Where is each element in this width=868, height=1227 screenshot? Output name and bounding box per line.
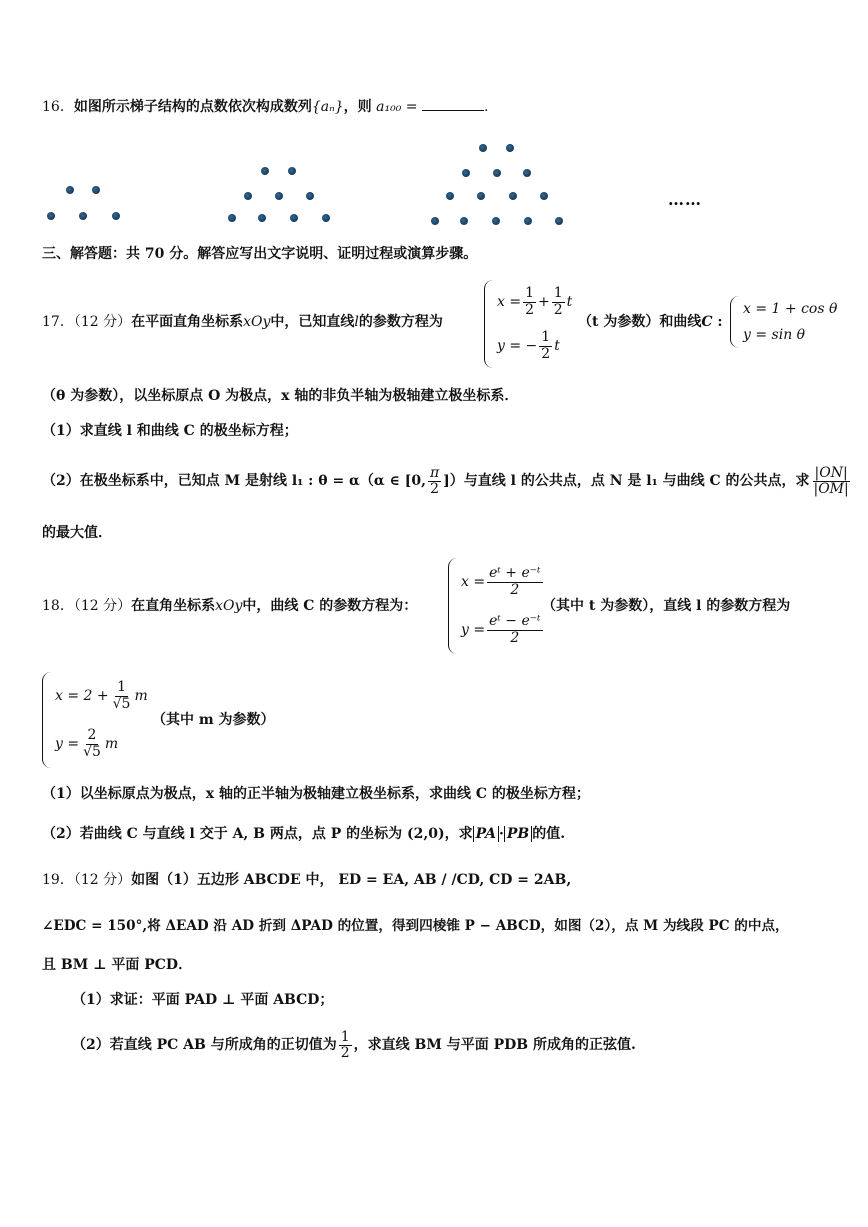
dot [540, 192, 548, 200]
q18-line-system: x = 2 + $\frac{1}{√5}$ m y = $\frac{2}{√5}$ m [42, 672, 148, 768]
q19-part1: （1）求证：平面 PAD ⊥ 平面 ABCD； [72, 992, 334, 1008]
dot [524, 217, 532, 225]
dot [228, 214, 236, 222]
dot [306, 192, 314, 200]
brace [484, 280, 493, 368]
dot [112, 212, 120, 220]
q16-number: 16． [42, 99, 74, 115]
dot [79, 212, 87, 220]
q17-number: 17．（12 分） [42, 314, 132, 330]
dot [509, 192, 517, 200]
dot [66, 186, 74, 194]
q18-number: 18．（12 分） [42, 598, 132, 614]
brace [42, 672, 51, 768]
dot [506, 144, 514, 152]
q18-param-note: （其中 t 为参数），直线 l 的参数方程为 [542, 598, 791, 614]
q19-number: 19．（12 分） [42, 872, 132, 888]
dot [244, 192, 252, 200]
dot [555, 217, 563, 225]
answer-blank [422, 98, 484, 111]
q19-line1: 19．（12 分）如图（1）五边形 ABCDE 中， ED = EA, AB / /CD, CD = 2AB, [42, 872, 572, 888]
dot [462, 169, 470, 177]
q16-a100: a₁₀₀ = [376, 99, 418, 115]
q18-part1: （1）以坐标原点为极点，x 轴的正半轴为极轴建立极坐标系，求曲线 C 的极坐标方程； [42, 786, 590, 802]
q16-line [42, 98, 488, 116]
dot [322, 214, 330, 222]
dot [431, 217, 439, 225]
q17-part2: （2）在极坐标系中，已知点 M 是射线 l₁ : θ = α（α ∈ [0, $\frac{\pi}{2}$ ]）与直线 l 的公共点，点 N 是 l₁ 与曲线 C 的公共点，求 $\frac{|ON|}{|OM|}$ [42, 465, 849, 498]
q16-sequence: {aₙ} [311, 99, 344, 115]
dot [479, 144, 487, 152]
dot [446, 192, 454, 200]
dot [92, 186, 100, 194]
dot [523, 169, 531, 177]
q16-then: ，则 [343, 99, 372, 115]
dot [492, 217, 500, 225]
q17-line2: （θ 为参数），以坐标原点 O 为极点，x 轴的非负半轴为极轴建立极坐标系． [42, 388, 519, 404]
dot [477, 192, 485, 200]
q17-line1: 17．（12 分）在平面直角坐标系xOy中，已知直线l的参数方程为 [42, 314, 443, 330]
q18-curve-system: x = $\frac{\text{eᵗ + e⁻ᵗ}}{2}$ y = $\frac{\text{eᵗ − e⁻ᵗ}}{2}$ [448, 558, 545, 654]
q16-text: 如图所示梯子结构的点数依次构成数列 [73, 99, 312, 115]
dot [493, 169, 501, 177]
brace [730, 296, 739, 348]
q18-line1: 18．（12 分）在直角坐标系xOy中，曲线 C 的参数方程为： [42, 598, 418, 614]
q17-param-note: （t 为参数）和曲线C : [578, 314, 723, 330]
q19-part2: （2）若直线 PC AB 与所成角的正切值为 $\frac{1}{2}$ ，求直线 BM 与平面 PDB 所成角的正弦值. [72, 1029, 636, 1062]
q17-line-system: x = $\frac{1}{2}$ + $\frac{1}{2}$ t y = − $\frac{1}{2}$ t [484, 280, 572, 368]
q16-end: . [483, 99, 489, 115]
dot [275, 192, 283, 200]
dot [261, 167, 269, 175]
q18-l-note: （其中 m 为参数） [152, 712, 275, 728]
dot [288, 167, 296, 175]
q17-curve-system: x = 1 + cos θ y = sin θ [730, 296, 837, 348]
dot [290, 214, 298, 222]
section-heading: 三、解答题：共 70 分。解答应写出文字说明、证明过程或演算步骤。 [42, 246, 478, 262]
brace [448, 558, 457, 654]
q19-line2: ∠EDC = 150°,将 ΔEAD 沿 AD 折到 ΔPAD 的位置，得到四棱锥 P − ABCD，如图（2），点 M 为线段 PC 的中点， [42, 918, 789, 934]
q17-part1: （1）求直线 l 和曲线 C 的极坐标方程； [42, 423, 298, 439]
dot [258, 214, 266, 222]
dot [47, 212, 55, 220]
dot [460, 217, 468, 225]
q18-part2: （2）若曲线 C 与直线 l 交于 A, B 两点，点 P 的坐标为 (2,0)，求 PA · PB 的值. [42, 826, 566, 842]
q19-line3: 且 BM ⊥ 平面 PCD． [42, 957, 193, 973]
q17-part2-end: 的最大值． [42, 525, 112, 541]
ellipsis: …… [668, 190, 702, 209]
